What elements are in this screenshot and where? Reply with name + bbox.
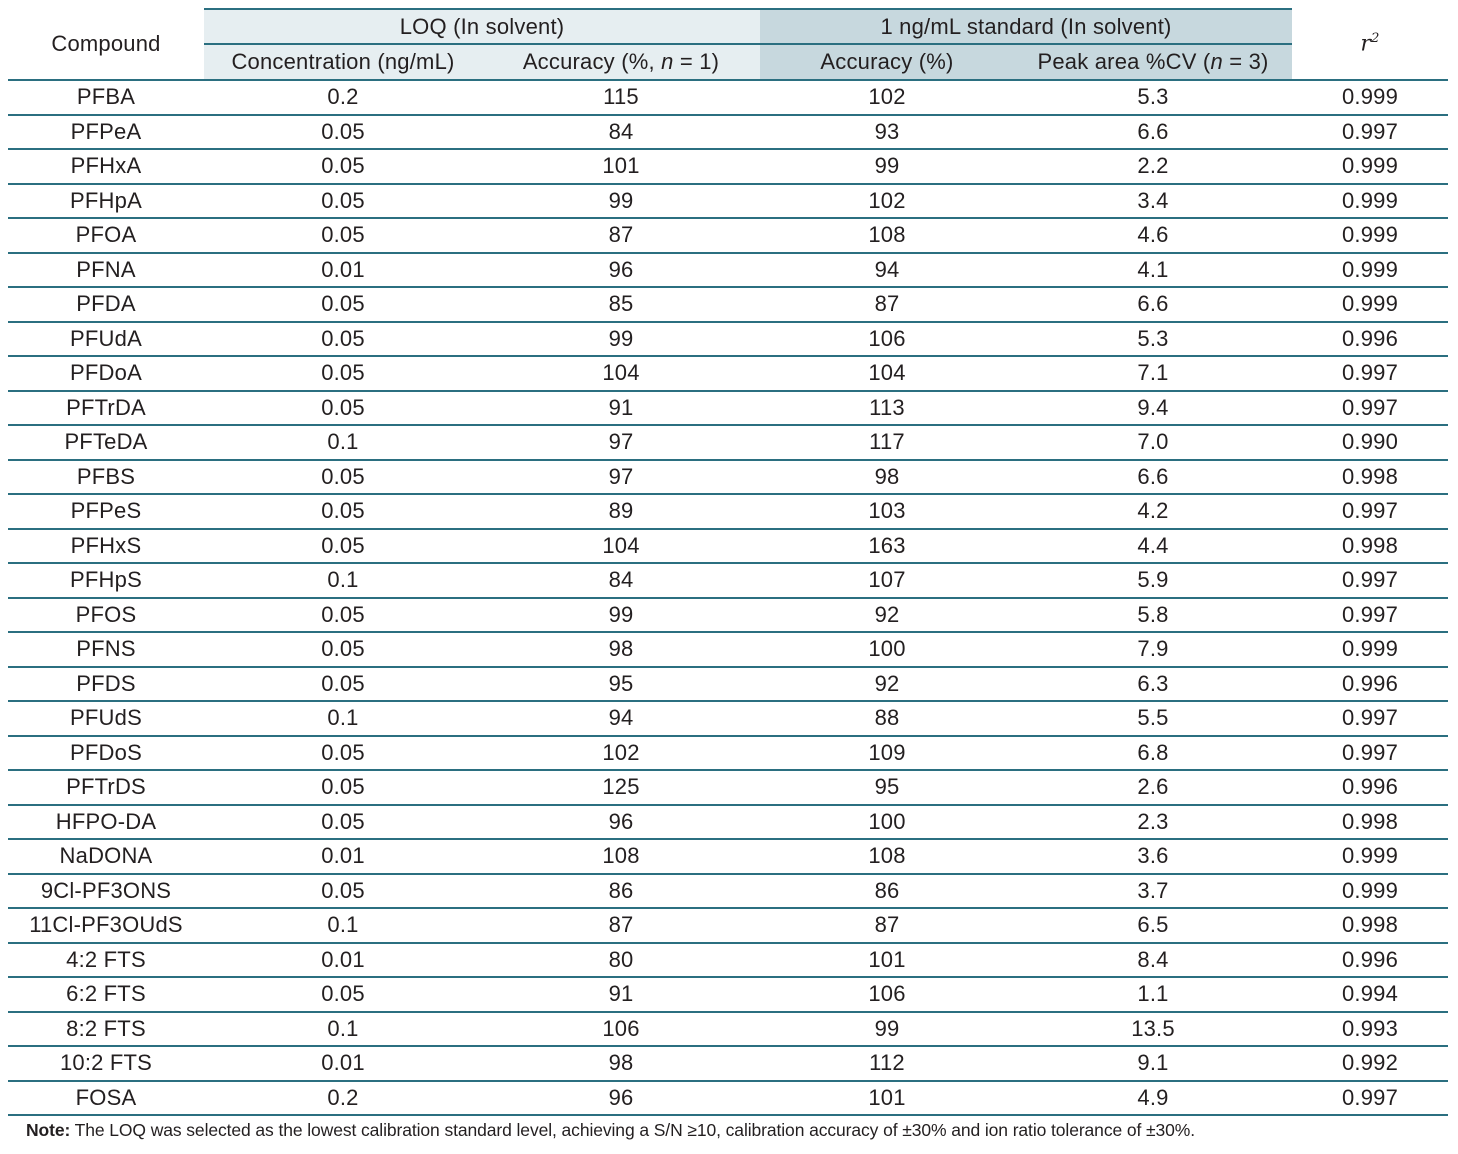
table-row bbox=[8, 80, 1448, 115]
table-row bbox=[8, 943, 1448, 978]
accuracy-loq-cell: 87 bbox=[482, 908, 760, 943]
concentration-cell: 0.05 bbox=[204, 667, 482, 702]
accuracy-standard-cell: 92 bbox=[760, 598, 1014, 633]
table-row bbox=[8, 1046, 1448, 1081]
table-row bbox=[8, 253, 1448, 288]
peak-area-cv-cell: 3.6 bbox=[1014, 839, 1292, 874]
compound-cell: PFOA bbox=[8, 218, 204, 253]
compound-cell: PFDoS bbox=[8, 736, 204, 771]
header-accuracy-loq bbox=[482, 44, 760, 80]
accuracy-loq-n: n bbox=[661, 49, 674, 74]
compound-cell: PFPeS bbox=[8, 494, 204, 529]
compound-cell: 8:2 FTS bbox=[8, 1012, 204, 1047]
table-row bbox=[8, 425, 1448, 460]
accuracy-loq-cell: 86 bbox=[482, 874, 760, 909]
table-row bbox=[8, 908, 1448, 943]
r-squared-cell: 0.998 bbox=[1292, 529, 1448, 564]
accuracy-standard-cell: 106 bbox=[760, 322, 1014, 357]
table-row bbox=[8, 391, 1448, 426]
table-row bbox=[8, 874, 1448, 909]
r-squared-cell: 0.993 bbox=[1292, 1012, 1448, 1047]
concentration-cell: 0.01 bbox=[204, 839, 482, 874]
header-r-squared bbox=[1292, 9, 1448, 80]
table-header bbox=[8, 9, 1448, 80]
peak-area-cv-cell: 4.1 bbox=[1014, 253, 1292, 288]
accuracy-loq-cell: 96 bbox=[482, 1081, 760, 1116]
r-squared-cell: 0.997 bbox=[1292, 598, 1448, 633]
accuracy-loq-cell: 97 bbox=[482, 460, 760, 495]
accuracy-loq-cell: 99 bbox=[482, 322, 760, 357]
compound-cell: PFHxS bbox=[8, 529, 204, 564]
peak-area-cv-cell: 6.3 bbox=[1014, 667, 1292, 702]
accuracy-standard-cell: 95 bbox=[760, 770, 1014, 805]
r-squared-base: r bbox=[1360, 31, 1372, 57]
header-loq-group: LOQ (In solvent) bbox=[204, 9, 760, 44]
accuracy-standard-cell: 117 bbox=[760, 425, 1014, 460]
table-container bbox=[8, 0, 1456, 1141]
compound-cell: 11Cl-PF3OUdS bbox=[8, 908, 204, 943]
accuracy-loq-cell: 125 bbox=[482, 770, 760, 805]
accuracy-loq-suffix: = 1) bbox=[673, 49, 720, 74]
table-note bbox=[8, 1120, 1456, 1141]
concentration-cell: 0.05 bbox=[204, 287, 482, 322]
accuracy-loq-cell: 99 bbox=[482, 598, 760, 633]
accuracy-loq-cell: 98 bbox=[482, 1046, 760, 1081]
concentration-cell: 0.2 bbox=[204, 1081, 482, 1116]
concentration-cell: 0.2 bbox=[204, 80, 482, 115]
accuracy-standard-cell: 109 bbox=[760, 736, 1014, 771]
accuracy-standard-cell: 101 bbox=[760, 1081, 1014, 1116]
compound-cell: PFOS bbox=[8, 598, 204, 633]
accuracy-standard-cell: 112 bbox=[760, 1046, 1014, 1081]
accuracy-loq-prefix: Accuracy (%, bbox=[522, 49, 662, 74]
cv-n: n bbox=[1210, 49, 1223, 74]
table-row bbox=[8, 287, 1448, 322]
accuracy-standard-cell: 102 bbox=[760, 184, 1014, 219]
peak-area-cv-cell: 2.2 bbox=[1014, 149, 1292, 184]
r-squared-cell: 0.999 bbox=[1292, 218, 1448, 253]
r-squared-cell: 0.990 bbox=[1292, 425, 1448, 460]
r-squared-cell: 0.998 bbox=[1292, 805, 1448, 840]
compound-cell: FOSA bbox=[8, 1081, 204, 1116]
peak-area-cv-cell: 1.1 bbox=[1014, 977, 1292, 1012]
concentration-cell: 0.05 bbox=[204, 805, 482, 840]
peak-area-cv-cell: 13.5 bbox=[1014, 1012, 1292, 1047]
compound-cell: PFTeDA bbox=[8, 425, 204, 460]
concentration-cell: 0.1 bbox=[204, 701, 482, 736]
compound-cell: PFDoA bbox=[8, 356, 204, 391]
concentration-cell: 0.05 bbox=[204, 598, 482, 633]
compound-cell: PFHpA bbox=[8, 184, 204, 219]
accuracy-loq-cell: 104 bbox=[482, 529, 760, 564]
accuracy-standard-cell: 100 bbox=[760, 805, 1014, 840]
peak-area-cv-cell: 4.9 bbox=[1014, 1081, 1292, 1116]
r-squared-exponent: 2 bbox=[1371, 31, 1380, 47]
accuracy-loq-cell: 80 bbox=[482, 943, 760, 978]
compound-cell: PFPeA bbox=[8, 115, 204, 150]
accuracy-standard-cell: 100 bbox=[760, 632, 1014, 667]
concentration-cell: 0.05 bbox=[204, 770, 482, 805]
header-standard-group: 1 ng/mL standard (In solvent) bbox=[760, 9, 1292, 44]
compound-cell: PFUdA bbox=[8, 322, 204, 357]
accuracy-standard-cell: 108 bbox=[760, 218, 1014, 253]
r-squared-cell: 0.998 bbox=[1292, 460, 1448, 495]
accuracy-standard-cell: 86 bbox=[760, 874, 1014, 909]
peak-area-cv-cell: 4.4 bbox=[1014, 529, 1292, 564]
compound-cell: 4:2 FTS bbox=[8, 943, 204, 978]
accuracy-loq-cell: 94 bbox=[482, 701, 760, 736]
peak-area-cv-cell: 5.3 bbox=[1014, 80, 1292, 115]
table-row bbox=[8, 563, 1448, 598]
table-row bbox=[8, 701, 1448, 736]
concentration-cell: 0.05 bbox=[204, 115, 482, 150]
accuracy-standard-cell: 88 bbox=[760, 701, 1014, 736]
peak-area-cv-cell: 5.8 bbox=[1014, 598, 1292, 633]
accuracy-loq-cell: 102 bbox=[482, 736, 760, 771]
accuracy-standard-cell: 87 bbox=[760, 908, 1014, 943]
concentration-cell: 0.05 bbox=[204, 736, 482, 771]
r-squared-cell: 0.997 bbox=[1292, 1081, 1448, 1116]
accuracy-loq-cell: 108 bbox=[482, 839, 760, 874]
compound-cell: PFHpS bbox=[8, 563, 204, 598]
table-row bbox=[8, 977, 1448, 1012]
concentration-cell: 0.05 bbox=[204, 322, 482, 357]
table-row bbox=[8, 494, 1448, 529]
r-squared-cell: 0.999 bbox=[1292, 874, 1448, 909]
table-row bbox=[8, 770, 1448, 805]
concentration-cell: 0.05 bbox=[204, 184, 482, 219]
accuracy-loq-cell: 89 bbox=[482, 494, 760, 529]
peak-area-cv-cell: 7.9 bbox=[1014, 632, 1292, 667]
note-label: Note: bbox=[26, 1120, 71, 1140]
peak-area-cv-cell: 6.5 bbox=[1014, 908, 1292, 943]
r-squared-cell: 0.994 bbox=[1292, 977, 1448, 1012]
accuracy-loq-cell: 91 bbox=[482, 977, 760, 1012]
peak-area-cv-cell: 2.6 bbox=[1014, 770, 1292, 805]
concentration-cell: 0.05 bbox=[204, 529, 482, 564]
concentration-cell: 0.05 bbox=[204, 218, 482, 253]
accuracy-standard-cell: 94 bbox=[760, 253, 1014, 288]
accuracy-loq-cell: 115 bbox=[482, 80, 760, 115]
peak-area-cv-cell: 3.7 bbox=[1014, 874, 1292, 909]
peak-area-cv-cell: 4.6 bbox=[1014, 218, 1292, 253]
concentration-cell: 0.05 bbox=[204, 977, 482, 1012]
r-squared-cell: 0.997 bbox=[1292, 494, 1448, 529]
table-row bbox=[8, 460, 1448, 495]
peak-area-cv-cell: 5.5 bbox=[1014, 701, 1292, 736]
table-row bbox=[8, 529, 1448, 564]
concentration-cell: 0.05 bbox=[204, 391, 482, 426]
compound-cell: NaDONA bbox=[8, 839, 204, 874]
r-squared-cell: 0.996 bbox=[1292, 770, 1448, 805]
table-row bbox=[8, 839, 1448, 874]
accuracy-standard-cell: 163 bbox=[760, 529, 1014, 564]
r-squared-cell: 0.997 bbox=[1292, 563, 1448, 598]
concentration-cell: 0.05 bbox=[204, 632, 482, 667]
compound-cell: PFDA bbox=[8, 287, 204, 322]
peak-area-cv-cell: 2.3 bbox=[1014, 805, 1292, 840]
accuracy-loq-cell: 95 bbox=[482, 667, 760, 702]
r-squared-cell: 0.997 bbox=[1292, 356, 1448, 391]
accuracy-loq-cell: 98 bbox=[482, 632, 760, 667]
accuracy-standard-cell: 106 bbox=[760, 977, 1014, 1012]
table-row bbox=[8, 184, 1448, 219]
accuracy-loq-cell: 99 bbox=[482, 184, 760, 219]
table-row bbox=[8, 115, 1448, 150]
r-squared-cell: 0.999 bbox=[1292, 253, 1448, 288]
r-squared-cell: 0.998 bbox=[1292, 908, 1448, 943]
r-squared-cell: 0.997 bbox=[1292, 701, 1448, 736]
compound-cell: PFDS bbox=[8, 667, 204, 702]
table-body bbox=[8, 80, 1448, 1115]
accuracy-standard-cell: 102 bbox=[760, 80, 1014, 115]
compound-cell: PFNS bbox=[8, 632, 204, 667]
r-squared-cell: 0.997 bbox=[1292, 391, 1448, 426]
peak-area-cv-cell: 7.0 bbox=[1014, 425, 1292, 460]
accuracy-loq-cell: 101 bbox=[482, 149, 760, 184]
r-squared-cell: 0.999 bbox=[1292, 149, 1448, 184]
r-squared-cell: 0.997 bbox=[1292, 736, 1448, 771]
peak-area-cv-cell: 6.6 bbox=[1014, 287, 1292, 322]
accuracy-standard-cell: 92 bbox=[760, 667, 1014, 702]
accuracy-loq-cell: 96 bbox=[482, 805, 760, 840]
accuracy-standard-cell: 104 bbox=[760, 356, 1014, 391]
r-squared-cell: 0.999 bbox=[1292, 184, 1448, 219]
compound-cell: PFTrDA bbox=[8, 391, 204, 426]
peak-area-cv-cell: 6.6 bbox=[1014, 460, 1292, 495]
accuracy-standard-cell: 87 bbox=[760, 287, 1014, 322]
r-squared-cell: 0.992 bbox=[1292, 1046, 1448, 1081]
r-squared-cell: 0.997 bbox=[1292, 115, 1448, 150]
concentration-cell: 0.1 bbox=[204, 908, 482, 943]
accuracy-standard-cell: 108 bbox=[760, 839, 1014, 874]
accuracy-loq-cell: 106 bbox=[482, 1012, 760, 1047]
accuracy-standard-cell: 98 bbox=[760, 460, 1014, 495]
table-row bbox=[8, 667, 1448, 702]
concentration-cell: 0.1 bbox=[204, 563, 482, 598]
table-row bbox=[8, 805, 1448, 840]
concentration-cell: 0.1 bbox=[204, 1012, 482, 1047]
table-row bbox=[8, 736, 1448, 771]
accuracy-standard-cell: 93 bbox=[760, 115, 1014, 150]
accuracy-standard-cell: 101 bbox=[760, 943, 1014, 978]
concentration-cell: 0.01 bbox=[204, 943, 482, 978]
accuracy-loq-cell: 96 bbox=[482, 253, 760, 288]
compound-cell: 10:2 FTS bbox=[8, 1046, 204, 1081]
r-squared-cell: 0.999 bbox=[1292, 80, 1448, 115]
concentration-cell: 0.05 bbox=[204, 874, 482, 909]
peak-area-cv-cell: 6.8 bbox=[1014, 736, 1292, 771]
accuracy-standard-cell: 107 bbox=[760, 563, 1014, 598]
compound-cell: PFNA bbox=[8, 253, 204, 288]
accuracy-loq-cell: 84 bbox=[482, 115, 760, 150]
compound-cell: PFTrDS bbox=[8, 770, 204, 805]
concentration-cell: 0.1 bbox=[204, 425, 482, 460]
peak-area-cv-cell: 3.4 bbox=[1014, 184, 1292, 219]
header-compound: Compound bbox=[8, 9, 204, 80]
r-squared-cell: 0.996 bbox=[1292, 322, 1448, 357]
compound-cell: PFBA bbox=[8, 80, 204, 115]
cv-prefix: Peak area %CV ( bbox=[1037, 49, 1211, 74]
concentration-cell: 0.05 bbox=[204, 149, 482, 184]
table-row bbox=[8, 356, 1448, 391]
note-text: The LOQ was selected as the lowest calibration standard level, achieving a S/N ≥10, calibration accuracy of ±30% and ion ratio tolerance of ±30%. bbox=[70, 1120, 1196, 1140]
peak-area-cv-cell: 6.6 bbox=[1014, 115, 1292, 150]
accuracy-loq-cell: 87 bbox=[482, 218, 760, 253]
accuracy-loq-cell: 97 bbox=[482, 425, 760, 460]
concentration-cell: 0.05 bbox=[204, 356, 482, 391]
accuracy-loq-cell: 84 bbox=[482, 563, 760, 598]
accuracy-loq-cell: 91 bbox=[482, 391, 760, 426]
peak-area-cv-cell: 9.4 bbox=[1014, 391, 1292, 426]
table-row bbox=[8, 149, 1448, 184]
accuracy-standard-cell: 113 bbox=[760, 391, 1014, 426]
compound-cell: 6:2 FTS bbox=[8, 977, 204, 1012]
accuracy-loq-cell: 85 bbox=[482, 287, 760, 322]
header-accuracy-standard: Accuracy (%) bbox=[760, 44, 1014, 80]
concentration-cell: 0.01 bbox=[204, 253, 482, 288]
compound-cell: PFUdS bbox=[8, 701, 204, 736]
r-squared-cell: 0.996 bbox=[1292, 667, 1448, 702]
header-peak-area-cv bbox=[1014, 44, 1292, 80]
r-squared-cell: 0.996 bbox=[1292, 943, 1448, 978]
concentration-cell: 0.05 bbox=[204, 494, 482, 529]
table-row bbox=[8, 322, 1448, 357]
peak-area-cv-cell: 5.9 bbox=[1014, 563, 1292, 598]
peak-area-cv-cell: 8.4 bbox=[1014, 943, 1292, 978]
concentration-cell: 0.05 bbox=[204, 460, 482, 495]
table-row bbox=[8, 1081, 1448, 1116]
pfas-results-table bbox=[8, 8, 1448, 1116]
cv-suffix: = 3) bbox=[1222, 49, 1269, 74]
accuracy-standard-cell: 103 bbox=[760, 494, 1014, 529]
peak-area-cv-cell: 4.2 bbox=[1014, 494, 1292, 529]
concentration-cell: 0.01 bbox=[204, 1046, 482, 1081]
r-squared-cell: 0.999 bbox=[1292, 632, 1448, 667]
table-row bbox=[8, 1012, 1448, 1047]
r-squared-cell: 0.999 bbox=[1292, 287, 1448, 322]
table-row bbox=[8, 218, 1448, 253]
accuracy-standard-cell: 99 bbox=[760, 149, 1014, 184]
compound-cell: PFHxA bbox=[8, 149, 204, 184]
peak-area-cv-cell: 7.1 bbox=[1014, 356, 1292, 391]
table-row bbox=[8, 632, 1448, 667]
header-concentration: Concentration (ng/mL) bbox=[204, 44, 482, 80]
compound-cell: 9Cl-PF3ONS bbox=[8, 874, 204, 909]
accuracy-standard-cell: 99 bbox=[760, 1012, 1014, 1047]
table-row bbox=[8, 598, 1448, 633]
r-squared-cell: 0.999 bbox=[1292, 839, 1448, 874]
compound-cell: PFBS bbox=[8, 460, 204, 495]
compound-cell: HFPO-DA bbox=[8, 805, 204, 840]
accuracy-loq-cell: 104 bbox=[482, 356, 760, 391]
peak-area-cv-cell: 9.1 bbox=[1014, 1046, 1292, 1081]
peak-area-cv-cell: 5.3 bbox=[1014, 322, 1292, 357]
